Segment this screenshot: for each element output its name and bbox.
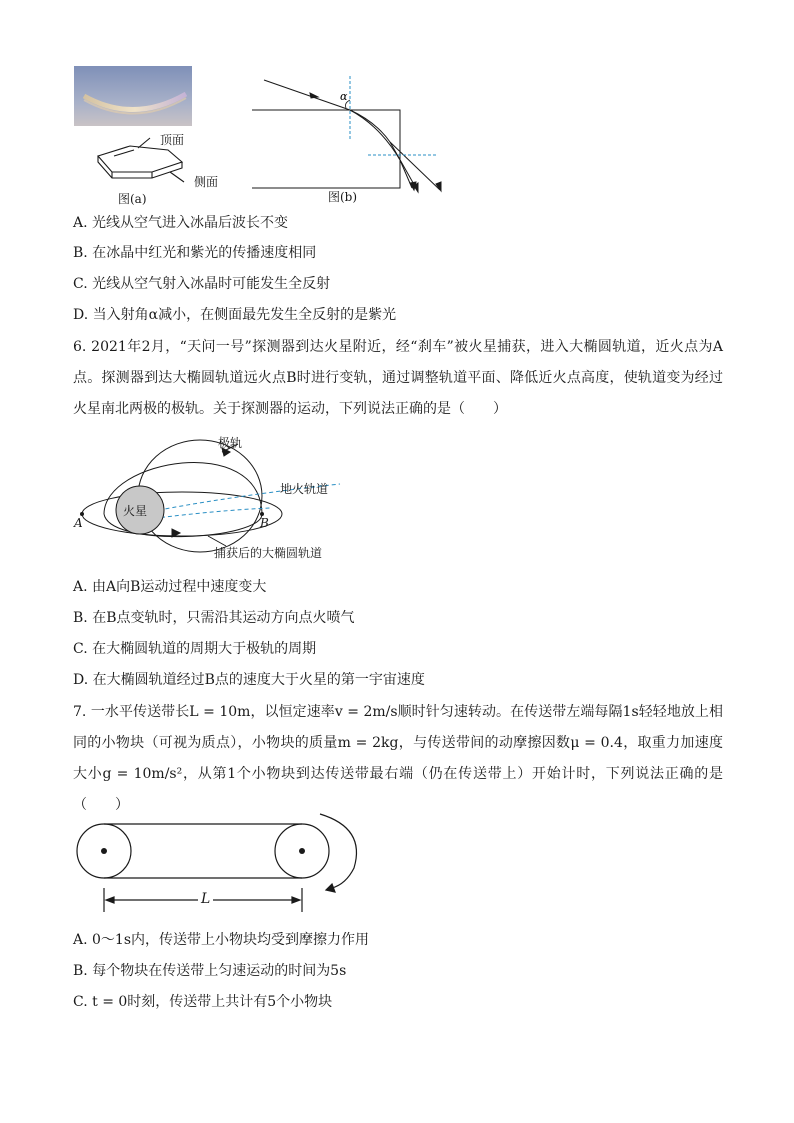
q7-option-a: A. 0～1s内，传送带上小物块均受到摩擦力作用	[73, 932, 370, 948]
label-length: L	[198, 891, 213, 907]
label-polar-orbit: 极轨	[218, 436, 243, 450]
label-captured-ellipse: 捕获后的大椭圆轨道	[214, 546, 323, 560]
figure-a	[74, 66, 219, 206]
label-mars: 火星	[123, 504, 148, 518]
figure-b	[250, 70, 450, 210]
q6-figure	[70, 430, 370, 565]
refraction-diagram	[250, 70, 450, 195]
q7-stem: 7. 一水平传送带长L = 10m，以恒定速率v = 2m/s顺时针匀速转动。在传送带左端每隔1s轻轻地放上相同的小物块（可视为质点），小物块的质量m = 2kg，与传送带间的动摩擦因数μ = 0.4，取重力加速度大小g = 10m/s²，从第1个小物块到达传送带最右端（仍在传送带上）开始计时，下列说法正确的是（ ）	[73, 704, 723, 813]
q7-option-b: B. 每个物块在传送带上匀速运动的时间为5s	[73, 963, 347, 979]
q6-option-d: D. 在大椭圆轨道经过B点的速度大于火星的第一宇宙速度	[73, 672, 425, 688]
label-side-face: 侧面	[194, 175, 219, 189]
label-point-a: A	[74, 516, 83, 530]
figure-b-caption: 图(b)	[328, 190, 358, 204]
q7-option-c: C. t = 0时刻，传送带上共计有5个小物块	[73, 994, 333, 1010]
label-transfer-orbit: 地火轨道	[280, 482, 329, 496]
q6-option-b: B. 在B点变轨时，只需沿其运动方向点火喷气	[73, 610, 355, 626]
angle-alpha: α	[340, 90, 348, 103]
q6-option-a: A. 由A向B运动过程中速度变大	[73, 579, 267, 595]
conveyor-belt-diagram	[70, 808, 370, 918]
halo-photo	[74, 66, 194, 126]
q5-option-a: A. 光线从空气进入冰晶后波长不变	[73, 215, 289, 231]
q6-stem: 6. 2021年2月，“天问一号”探测器到达火星附近，经“刹车”被火星捕获，进入大椭圆轨道，近火点为A点。探测器到达大椭圆轨道远火点B时进行变轨，通过调整轨道平面、降低近火点高度，使轨道变为经过火星南北两极的极轨。关于探测器的运动，下列说法正确的是（ ）	[73, 339, 723, 417]
label-point-b: B	[260, 516, 269, 530]
q7-figure	[70, 808, 370, 918]
q5-option-c: C. 光线从空气射入冰晶时可能发生全反射	[73, 276, 331, 292]
label-top-face: 顶面	[160, 133, 185, 147]
q5-option-d: D. 当入射角α减小，在侧面最先发生全反射的是紫光	[73, 307, 397, 323]
q6-option-c: C. 在大椭圆轨道的周期大于极轨的周期	[73, 641, 317, 657]
q5-option-b: B. 在冰晶中红光和紫光的传播速度相同	[73, 245, 317, 261]
figure-a-caption: 图(a)	[118, 192, 147, 206]
